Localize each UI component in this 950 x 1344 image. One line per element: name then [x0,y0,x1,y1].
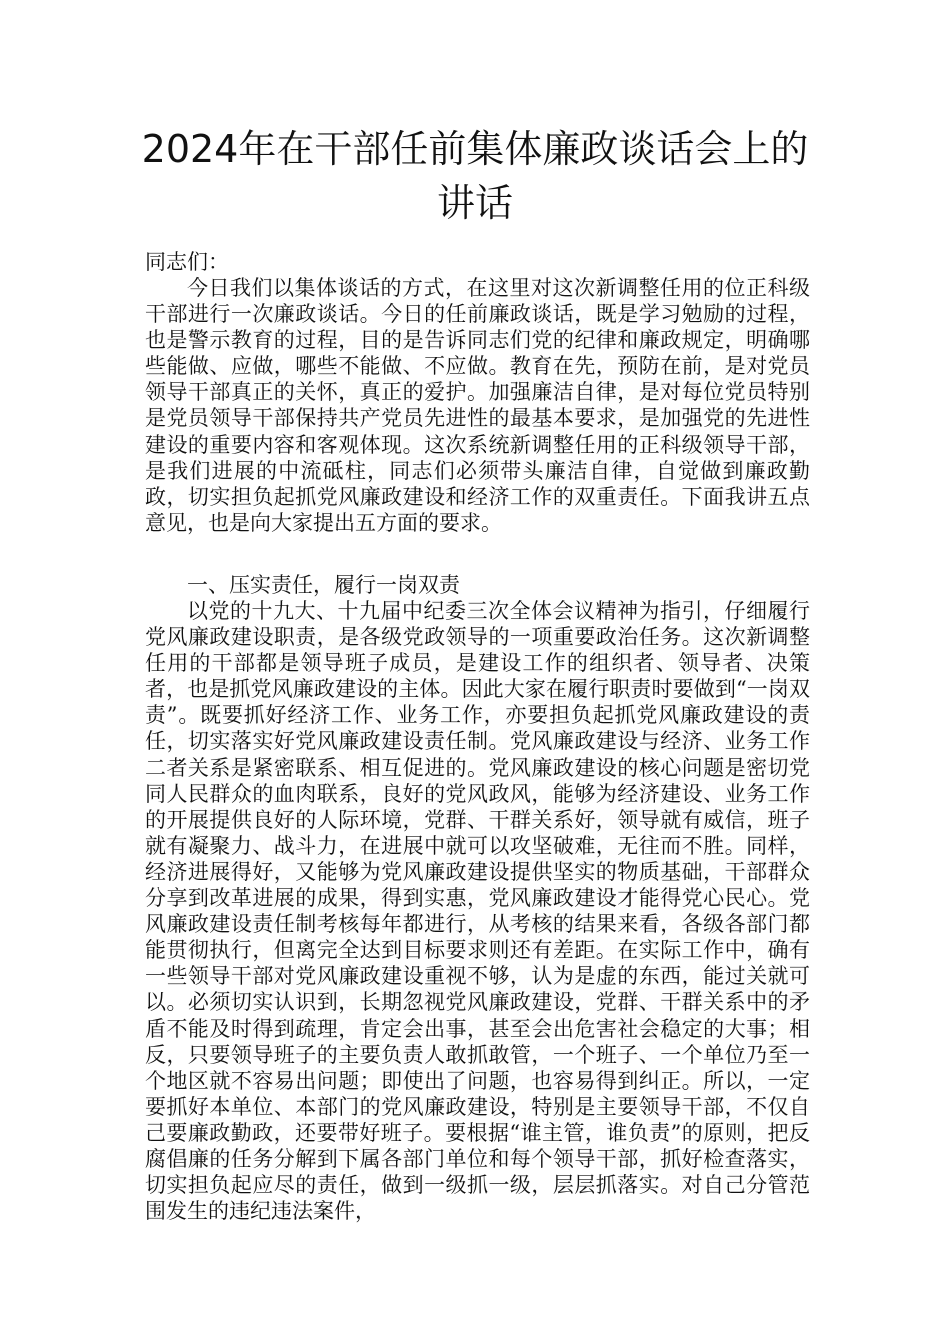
title-line-2: 讲话 [436,181,513,225]
title-line-1: 2024年在干部任前集体廉政谈话会上的 [141,127,809,171]
salutation: 同志们： [145,250,229,274]
paragraph-section-1: 以党的十九大、十九届中纪委三次全体会议精神为指引，仔细履行党风廉政建设职责，是各级党政领导的一项重要政治任务。这次新调整任用的干部都是领导班子成员，是建设工作的组织者、领导者、决策者，也是抓党风廉政建设的主体。因此大家在履行职责时要做到“一岗双责”。既要抓好经济工作、业务工作，亦要担负起抓党风廉政建设的责任，切实落实好党风廉政建设责任制。党风廉政建设与经济、业务工作二者关系是紧密联系、相互促进的。党风廉政建设的核心问题是密切党同人民群众的血肉联系，良好的党风政风，能够为经济建设、业务工作的开展提供良好的人际环境，党群、干群关系好，领导就有威信，班子就有凝聚力、战斗力，在进展中就可以攻坚破难，无往而不胜。同样，经济进展得好，又能够为党风廉政建设提供坚实的物质基础，干部群众分享到改革进展的成果，得到实惠，党风廉政建设才能得党心民心。党风廉政建设责任制考核每年都进行，从考核的结果来看，各级各部门都能贯彻执行，但离完全达到目标要求则还有差距。在实际工作中，确有一些领导干部对党风廉政建设重视不够，认为是虚的东西，能过关就可以。必须切实认识到，长期忽视党风廉政建设，党群、干群关系中的矛盾不能及时得到疏理，肯定会出事，甚至会出危害社会稳定的大事；相反，只要领导班子的主要负责人敢抓敢管，一个班子、一个单位乃至一个地区就不容易出问题；即使出了问题，也容易得到纠正。所以，一定要抓好本单位、本部门的党风廉政建设，特别是主要领导干部，不仅自己要廉政勤政，还要带好班子。要根据“谁主管，谁负责”的原则，把反腐倡廉的任务分解到下属各部门单位和每个领导干部，抓好检查落实，切实担负起应尽的责任，做到一级抓一级，层层抓落实。对自己分管范围发生的违纪违法案件， [145,599,810,1224]
section-heading-1: 一、压实责任，履行一岗双责 [187,573,460,597]
paragraph-intro: 今日我们以集体谈话的方式，在这里对这次新调整任用的位正科级干部进行一次廉政谈话。今日的任前廉政谈话，既是学习勉励的过程，也是警示教育的过程，目的是告诉同志们党的纪律和廉政规定，明确哪些能做、应做，哪些不能做、不应做。教育在先，预防在前，是对党员领导干部真正的关怀，真正的爱护。加强廉洁自律，是对每位党员特别是党员领导干部保持共产党员先进性的最基本要求，是加强党的先进性建设的重要内容和客观体现。这次系统新调整任用的正科级领导干部，是我们进展的中流砥柱，同志们必须带头廉洁自律，自觉做到廉政勤政，切实担负起抓党风廉政建设和经济工作的双重责任。下面我讲五点意见，也是向大家提出五方面的要求。 [145,276,810,535]
document-title [100,122,850,230]
